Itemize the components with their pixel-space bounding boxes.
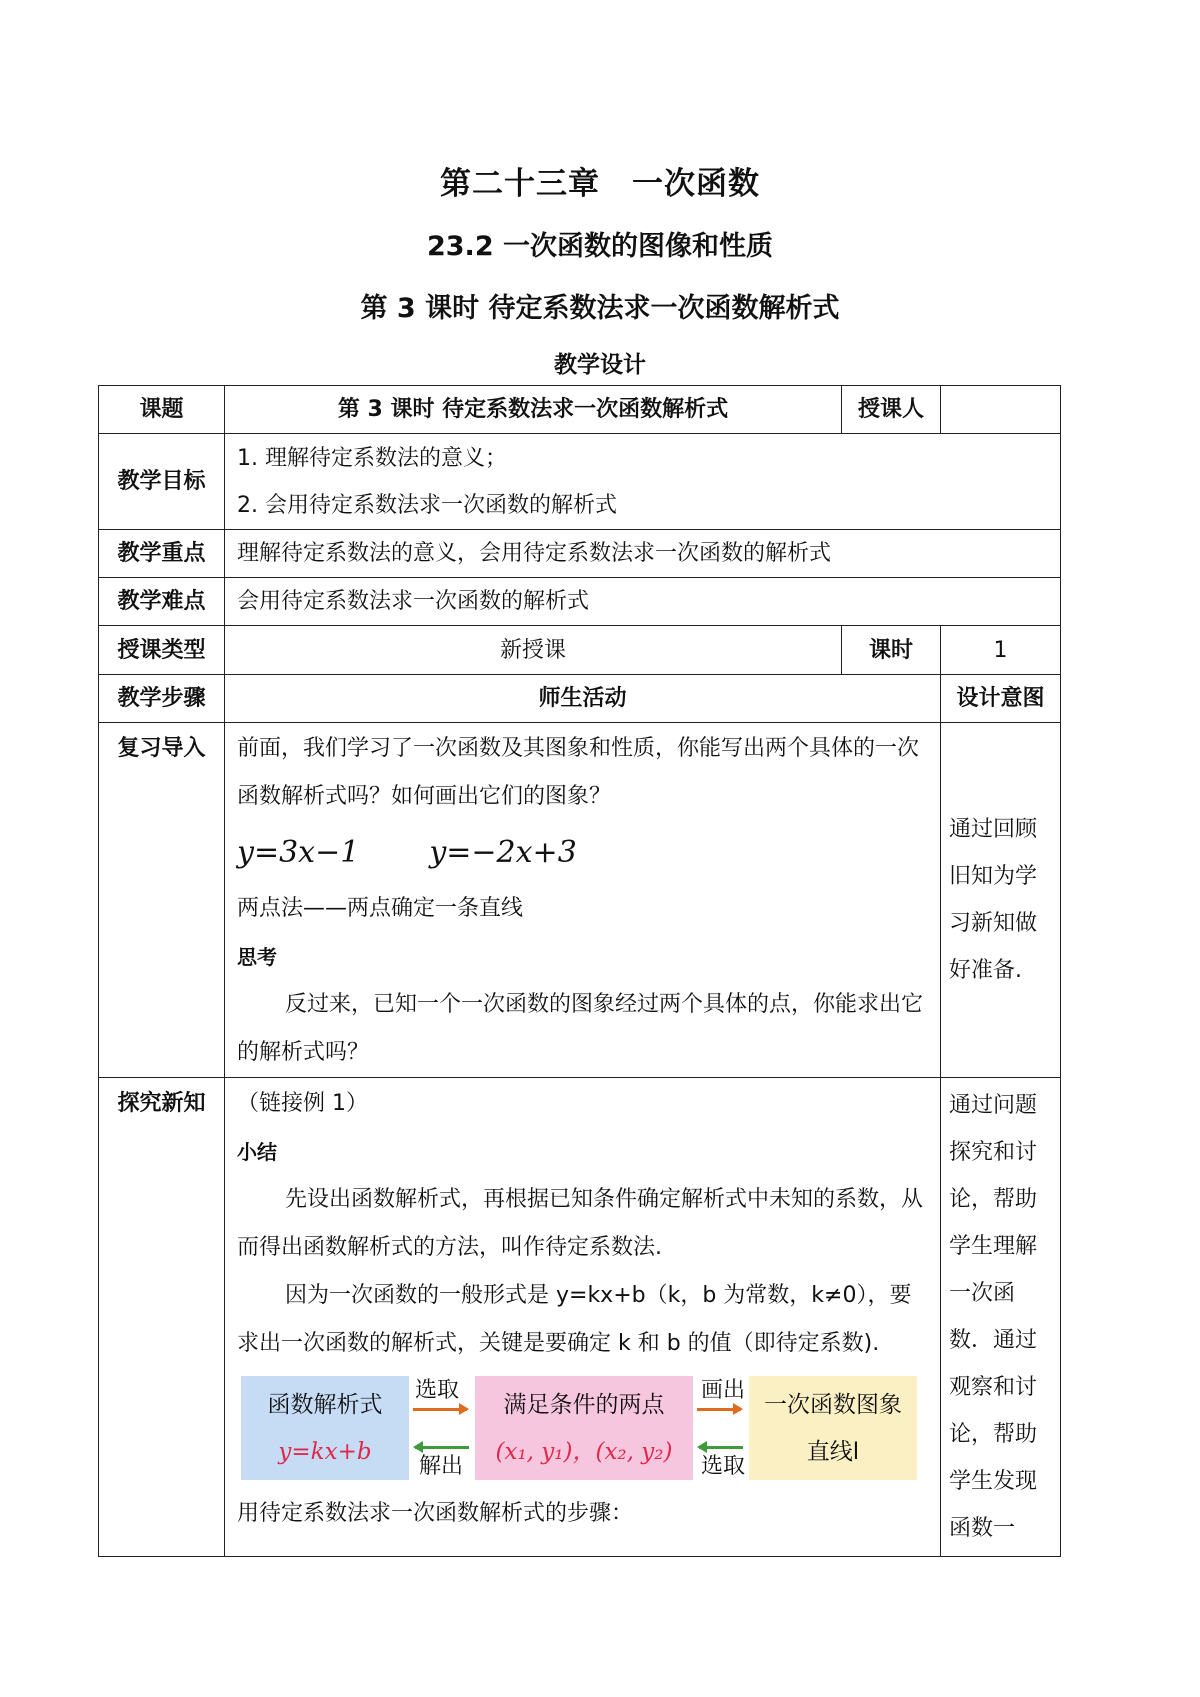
explore-intent: 通过问题探究和讨论，帮助学生理解一次函数．通过观察和讨论，帮助学生发现函数一	[941, 1078, 1061, 1557]
explore-paragraph-3: 用待定系数法求一次函数解析式的步骤：	[237, 1501, 634, 1526]
intent-header: 设计意图	[941, 675, 1061, 723]
row-goals	[99, 434, 1061, 530]
row-topic	[99, 386, 1061, 434]
section-title: 23.2 一次函数的图像和性质	[426, 231, 774, 262]
goal-1: 1. 理解待定系数法的意义；	[237, 445, 507, 471]
arrow2-bottom-label: 选取	[701, 1454, 746, 1479]
arrow-right-icon	[413, 1408, 467, 1411]
review-paragraph-1: 前面，我们学习了一次函数及其图象和性质，你能写出两个具体的一次函数解析式吗？如何画出它们的图象？	[237, 736, 920, 809]
review-activity	[225, 723, 941, 1078]
diagram-box-function	[241, 1376, 409, 1480]
key-value: 理解待定系数法的意义，会用待定系数法求一次函数的解析式	[225, 530, 1061, 578]
review-intent: 通过回顾旧知为学习新知做好准备.	[941, 723, 1061, 1078]
goals-cell	[225, 434, 1061, 530]
lesson-title: 第 3 课时 待定系数法求一次函数解析式	[360, 293, 840, 324]
summary-heading: 小结	[237, 1140, 277, 1164]
review-label: 复习导入	[99, 723, 225, 1078]
think-heading: 思考	[237, 945, 277, 969]
difficult-label: 教学难点	[99, 578, 225, 626]
document-subtitle: 教学设计	[554, 352, 646, 378]
arrow-right-icon	[697, 1408, 741, 1411]
explore-paragraph-2: 因为一次函数的一般形式是 y=kx+b（k，b 为常数，k≠0），要求出一次函数的解析式，关键是要确定 k 和 b 的值（即待定系数).	[237, 1283, 912, 1356]
box-graph-line: 直线l	[806, 1439, 860, 1465]
lesson-plan-table	[98, 385, 1061, 1557]
formula-1: y=3x−1	[237, 835, 360, 870]
activity-header: 师生活动	[225, 675, 941, 723]
box-function-title: 函数解析式	[267, 1392, 383, 1418]
row-review	[99, 723, 1061, 1078]
explore-activity	[225, 1078, 941, 1557]
difficult-value: 会用待定系数法求一次函数的解析式	[225, 578, 1061, 626]
row-explore	[99, 1078, 1061, 1557]
topic-label: 课题	[99, 386, 225, 434]
row-class-type	[99, 626, 1061, 675]
row-difficult-points	[99, 578, 1061, 626]
arrow1-bottom-label: 解出	[419, 1454, 464, 1479]
example-link: （链接例 1）	[237, 1091, 368, 1116]
goals-label: 教学目标	[99, 434, 225, 530]
box-function-formula: y=kx+b	[278, 1439, 372, 1465]
arrow2-top-label: 画出	[701, 1378, 746, 1403]
teacher-label: 授课人	[842, 386, 941, 434]
steps-label: 教学步骤	[99, 675, 225, 723]
teacher-value	[941, 386, 1061, 434]
diagram-box-points	[475, 1376, 693, 1480]
explore-paragraph-1: 先设出函数解析式，再根据已知条件确定解析式中未知的系数，从而得出函数解析式的方法，叫作待定系数法.	[237, 1187, 924, 1260]
type-value: 新授课	[225, 626, 842, 675]
row-steps-header	[99, 675, 1061, 723]
goal-2: 2. 会用待定系数法求一次函数的解析式	[237, 492, 617, 518]
row-key-points	[99, 530, 1061, 578]
arrow-left-icon	[699, 1446, 743, 1449]
topic-value: 第 3 课时 待定系数法求一次函数解析式	[225, 386, 842, 434]
chapter-title: 第二十三章 一次函数	[440, 166, 760, 202]
formula-2: y=−2x+3	[429, 835, 577, 870]
method-diagram	[239, 1374, 928, 1486]
hours-value: 1	[941, 626, 1061, 675]
example-formulas	[237, 821, 928, 885]
review-paragraph-2: 两点法——两点确定一条直线	[237, 896, 524, 921]
box-graph-title: 一次函数图象	[764, 1392, 902, 1418]
box-points-title: 满足条件的两点	[503, 1392, 665, 1418]
box-points-coords: (x₁, y₁)，(x₂, y₂)	[495, 1439, 673, 1465]
hours-label: 课时	[842, 626, 941, 675]
diagram-box-graph	[749, 1376, 917, 1480]
arrow-left-icon	[415, 1446, 469, 1449]
key-label: 教学重点	[99, 530, 225, 578]
type-label: 授课类型	[99, 626, 225, 675]
review-paragraph-3: 反过来，已知一个一次函数的图象经过两个具体的点，你能求出它的解析式吗？	[237, 992, 924, 1065]
arrow1-top-label: 选取	[415, 1378, 460, 1403]
explore-label: 探究新知	[99, 1078, 225, 1557]
